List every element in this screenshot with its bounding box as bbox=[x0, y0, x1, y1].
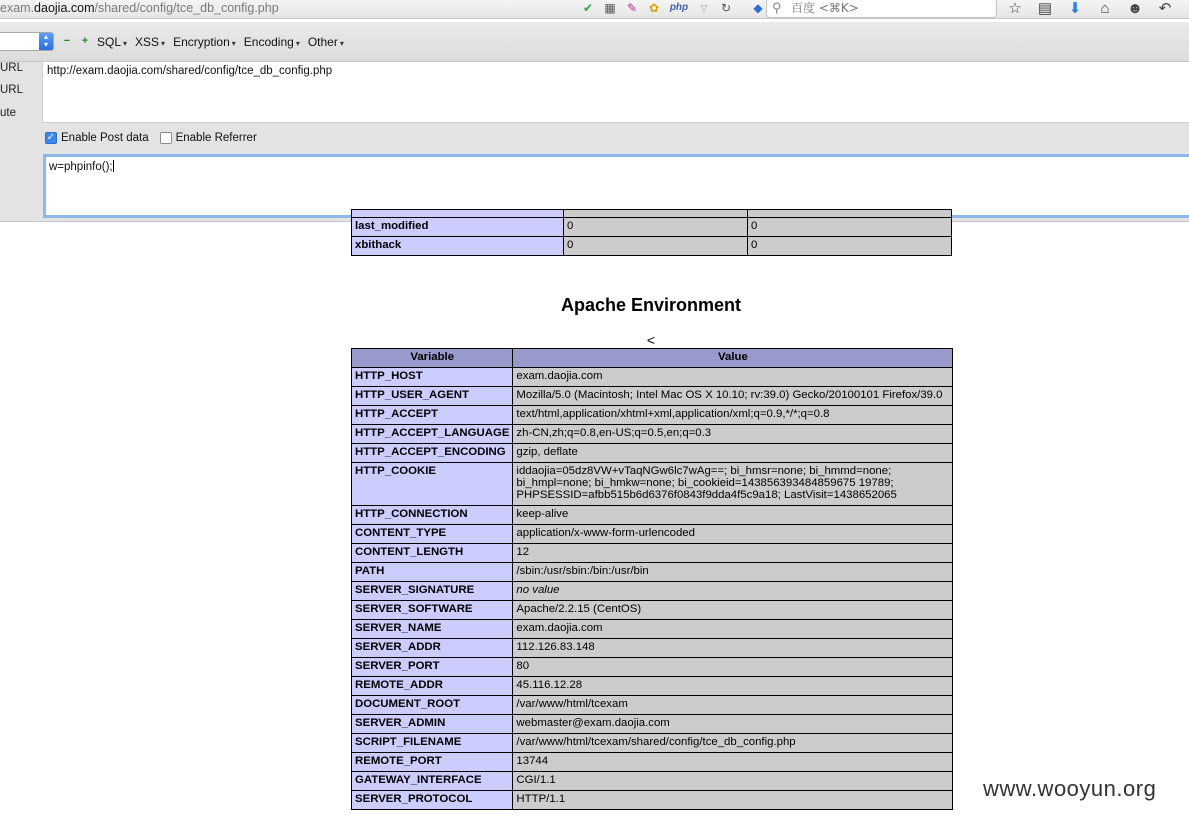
back-arrow-icon[interactable]: ↶ bbox=[1158, 0, 1172, 17]
cell-value: /sbin:/usr/sbin:/bin:/usr/bin bbox=[513, 563, 953, 582]
cell-variable: GATEWAY_INTERFACE bbox=[352, 772, 513, 791]
dropdown-arrow-icon[interactable]: ▽ bbox=[700, 3, 708, 13]
table-row bbox=[352, 563, 953, 582]
php-icon[interactable]: php bbox=[669, 2, 689, 13]
cell-variable: HTTP_ACCEPT_ENCODING bbox=[352, 444, 513, 463]
menu-other[interactable]: Other ▾ bbox=[308, 35, 344, 49]
browser-url-bar bbox=[0, 0, 1189, 19]
table-row bbox=[352, 387, 953, 406]
cell-variable: HTTP_COOKIE bbox=[352, 463, 513, 506]
table-row bbox=[352, 696, 953, 715]
cell-value: /var/www/html/tcexam/shared/config/tce_db_config.php bbox=[513, 734, 953, 753]
url-path: /shared/config/tce_db_config.php bbox=[94, 1, 279, 15]
select-stepper-icon: ▴ ▾ bbox=[39, 33, 53, 50]
cell-value: webmaster@exam.daojia.com bbox=[513, 715, 953, 734]
cell-name: last_modified bbox=[352, 218, 564, 237]
table-header-row bbox=[352, 349, 953, 368]
cell-value: application/x-www-form-urlencoded bbox=[513, 525, 953, 544]
execute-label[interactable]: ute bbox=[0, 107, 16, 119]
cell-master: 0 bbox=[748, 237, 952, 256]
cell-variable: SERVER_NAME bbox=[352, 620, 513, 639]
cell-value: Mozilla/5.0 (Macintosh; Intel Mac OS X 10.10; rv:39.0) Gecko/20100101 Firefox/39.0 bbox=[513, 387, 953, 406]
cell-local: 0 bbox=[564, 218, 748, 237]
table-row bbox=[352, 237, 952, 256]
split-url-label[interactable]: URL bbox=[0, 84, 24, 96]
cell-master: 0 bbox=[748, 218, 952, 237]
cell-variable: SERVER_PORT bbox=[352, 658, 513, 677]
cell-value: 112.126.83.148 bbox=[513, 639, 953, 658]
shield-check-icon[interactable]: ✔ bbox=[582, 1, 594, 15]
cell-variable: HTTP_CONNECTION bbox=[352, 506, 513, 525]
menu-sql[interactable]: SQL ▾ bbox=[97, 35, 127, 49]
search-box[interactable] bbox=[766, 0, 997, 18]
table-row bbox=[352, 544, 953, 563]
cell-value: 13744 bbox=[513, 753, 953, 772]
feather-icon[interactable]: ✎ bbox=[626, 1, 638, 15]
table-row bbox=[352, 620, 953, 639]
extension-icon[interactable]: ◆ bbox=[753, 1, 763, 15]
cell-variable: REMOTE_PORT bbox=[352, 753, 513, 772]
apache-environment-table bbox=[351, 348, 953, 810]
menu-encryption[interactable]: Encryption ▾ bbox=[173, 35, 236, 49]
cell-variable: SERVER_ADDR bbox=[352, 639, 513, 658]
table-row bbox=[352, 658, 953, 677]
enable-post-checkbox[interactable]: ✓ bbox=[46, 132, 56, 143]
enable-referrer-label: Enable Referrer bbox=[175, 132, 257, 144]
table-row bbox=[352, 506, 953, 525]
minus-icon[interactable]: − bbox=[63, 35, 71, 47]
search-icon: ⚲ bbox=[772, 0, 782, 15]
table-row bbox=[352, 601, 953, 620]
column-header-value: Value bbox=[513, 349, 953, 368]
menu-encoding[interactable]: Encoding ▾ bbox=[244, 35, 300, 49]
enable-post-label: Enable Post data bbox=[61, 132, 149, 144]
apache-directives-table-partial bbox=[351, 209, 952, 256]
cell-variable: HTTP_HOST bbox=[352, 368, 513, 387]
table-row bbox=[352, 772, 953, 791]
address-bar-icons bbox=[580, 0, 766, 16]
hackbar-panel bbox=[0, 62, 1189, 222]
table-row bbox=[352, 218, 952, 237]
cell-local bbox=[564, 210, 748, 218]
cell-value: keep-alive bbox=[513, 506, 953, 525]
cell-value: HTTP/1.1 bbox=[513, 791, 953, 810]
table-row bbox=[352, 791, 953, 810]
table-row bbox=[352, 463, 953, 506]
column-header-variable: Variable bbox=[352, 349, 513, 368]
cell-master bbox=[748, 210, 952, 218]
table-row bbox=[352, 582, 953, 601]
cell-value: zh-CN,zh;q=0.8,en-US;q=0.5,en;q=0.3 bbox=[513, 425, 953, 444]
search-input[interactable] bbox=[791, 0, 991, 16]
table-row bbox=[352, 715, 953, 734]
text-caret bbox=[113, 160, 114, 172]
cell-variable: HTTP_ACCEPT bbox=[352, 406, 513, 425]
download-icon[interactable]: ⬇ bbox=[1068, 0, 1082, 17]
cell-variable: SERVER_SOFTWARE bbox=[352, 601, 513, 620]
table-row bbox=[352, 677, 953, 696]
cell-value bbox=[513, 463, 953, 506]
cell-variable: PATH bbox=[352, 563, 513, 582]
cell-value: text/html,application/xhtml+xml,application/xml;q=0.9,*/*;q=0.8 bbox=[513, 406, 953, 425]
home-icon[interactable]: ⌂ bbox=[1100, 0, 1110, 17]
load-url-label[interactable]: URL bbox=[0, 62, 24, 74]
cell-name: xbithack bbox=[352, 237, 564, 256]
qr-code-icon[interactable]: ▦ bbox=[604, 1, 616, 15]
table-row bbox=[352, 425, 953, 444]
cell-value-line: PHPSESSID=afbb515b6d6376f0843f9dda4f5c9a18; LastVisit=1438652065 bbox=[516, 489, 897, 501]
menu-xss[interactable]: XSS ▾ bbox=[135, 35, 165, 49]
section-title: Apache Environment bbox=[560, 295, 742, 315]
browser-toolbar-icons bbox=[1006, 0, 1174, 18]
no-value-text: no value bbox=[516, 584, 560, 596]
cell-value: 12 bbox=[513, 544, 953, 563]
flower-icon[interactable]: ✿ bbox=[648, 1, 660, 15]
cell-value: exam.daojia.com bbox=[513, 368, 953, 387]
cell-value: /var/www/html/tcexam bbox=[513, 696, 953, 715]
cell-value: 45.116.12.28 bbox=[513, 677, 953, 696]
options-row bbox=[45, 132, 257, 144]
cell-variable: CONTENT_TYPE bbox=[352, 525, 513, 544]
cell-variable: DOCUMENT_ROOT bbox=[352, 696, 513, 715]
stray-char: < bbox=[646, 332, 656, 348]
table-row bbox=[352, 525, 953, 544]
cell-variable: HTTP_ACCEPT_LANGUAGE bbox=[352, 425, 513, 444]
table-row bbox=[352, 734, 953, 753]
bookmark-star-icon[interactable]: ☆ bbox=[1008, 0, 1022, 17]
cell-name bbox=[352, 210, 564, 218]
cell-variable: CONTENT_LENGTH bbox=[352, 544, 513, 563]
cell-value: CGI/1.1 bbox=[513, 772, 953, 791]
table-row bbox=[352, 444, 953, 463]
watermark: www.wooyun.org bbox=[983, 776, 1157, 801]
cell-value: exam.daojia.com bbox=[513, 620, 953, 639]
table-row bbox=[352, 753, 953, 772]
reading-list-icon[interactable]: ▤ bbox=[1037, 0, 1053, 17]
table-row bbox=[352, 210, 952, 218]
cell-variable: REMOTE_ADDR bbox=[352, 677, 513, 696]
cell-value: gzip, deflate bbox=[513, 444, 953, 463]
table-row bbox=[352, 368, 953, 387]
cell-value-line: bi_hmpl=none; bi_hmkw=none; bi_cookieid=143856393484859675 19789; bbox=[516, 477, 894, 489]
chat-icon[interactable]: ☻ bbox=[1127, 0, 1143, 17]
cell-value bbox=[513, 582, 953, 601]
cell-variable: HTTP_USER_AGENT bbox=[352, 387, 513, 406]
hackbar-menus bbox=[97, 35, 344, 49]
cell-variable: SERVER_ADMIN bbox=[352, 715, 513, 734]
reload-icon[interactable]: ↻ bbox=[720, 1, 732, 15]
url-prefix: exam. bbox=[0, 1, 35, 15]
hackbar-select[interactable] bbox=[0, 32, 54, 51]
cell-variable: SERVER_SIGNATURE bbox=[352, 582, 513, 601]
plus-icon[interactable]: + bbox=[81, 35, 89, 47]
enable-referrer-checkbox[interactable] bbox=[160, 132, 172, 144]
hackbar-toolbar bbox=[0, 22, 1189, 62]
url-domain: daojia.com bbox=[34, 1, 95, 15]
post-data-value: w=phpinfo(); bbox=[49, 161, 113, 173]
cell-local: 0 bbox=[564, 237, 748, 256]
address-bar[interactable] bbox=[0, 1, 279, 15]
table-row bbox=[352, 639, 953, 658]
table-row bbox=[352, 406, 953, 425]
cell-variable: SERVER_PROTOCOL bbox=[352, 791, 513, 810]
cell-value: 80 bbox=[513, 658, 953, 677]
cell-value: Apache/2.2.15 (CentOS) bbox=[513, 601, 953, 620]
cell-value-line: iddaojia=05dz8VW+vTaqNGw6lc7wAg==; bi_hmsr=none; bi_hmmd=none; bbox=[516, 465, 892, 477]
url-textarea[interactable]: http://exam.daojia.com/shared/config/tce_db_config.php bbox=[42, 62, 1189, 123]
cell-variable: SCRIPT_FILENAME bbox=[352, 734, 513, 753]
